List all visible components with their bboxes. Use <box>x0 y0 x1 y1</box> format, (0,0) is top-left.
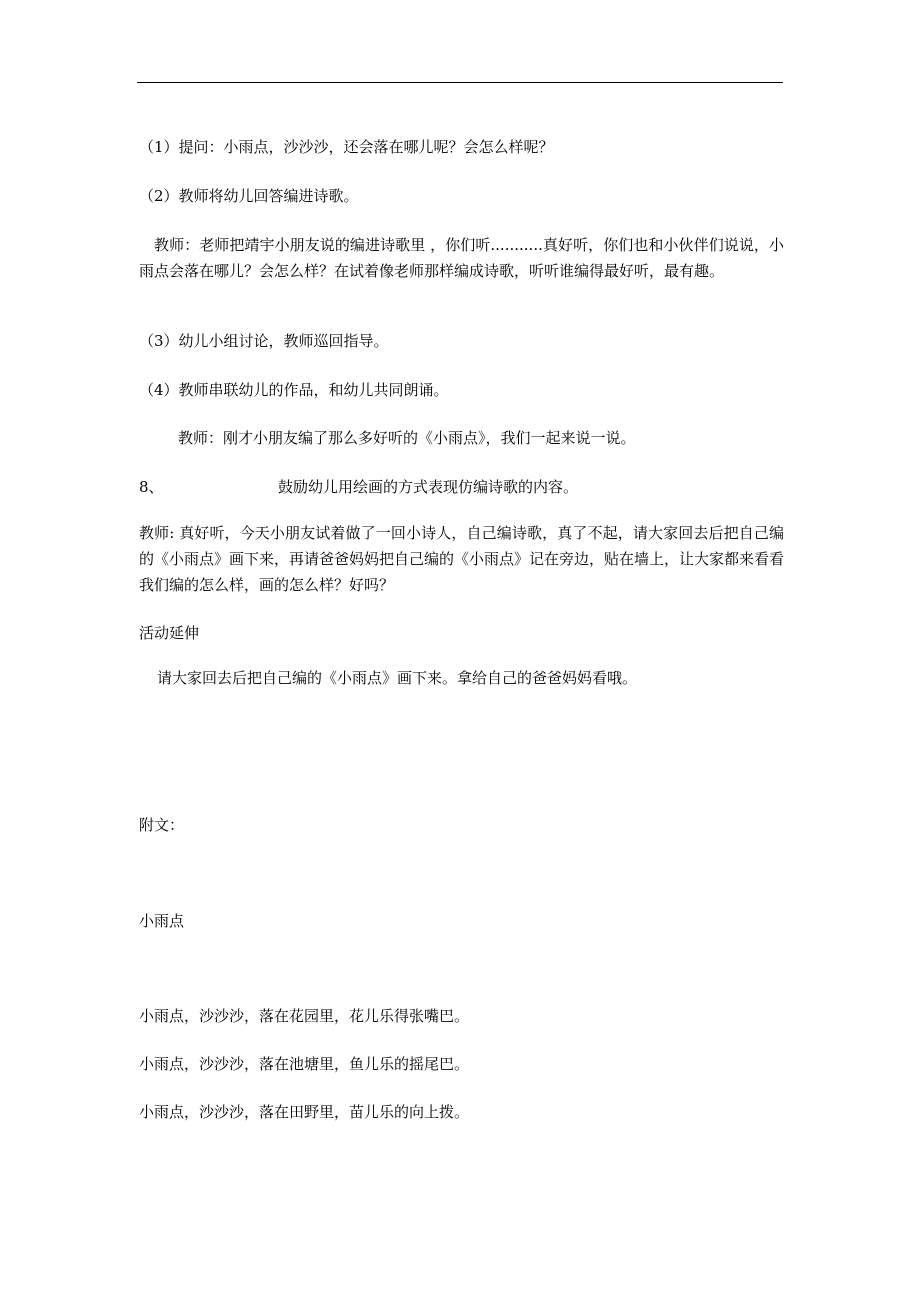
step-item: （4）教师串联幼儿的作品，和幼儿共同朗诵。 <box>139 381 449 399</box>
closing-paragraph: 教师: 真好听，今天小朋友试着做了一回小诗人，自己编诗歌，真了不起，请大家回去后把自己编的《小雨点》画下来，再请爸爸妈妈把自己编的《小雨点》记在旁边，贴在墙上，让大家都来看看我们编的怎么样，画的怎么样？好吗？ <box>139 524 785 594</box>
step-8-text: 鼓励幼儿用绘画的方式表现仿编诗歌的内容。 <box>278 478 579 496</box>
step-item: （2）教师将幼儿回答编进诗歌。 <box>139 187 359 205</box>
appendix-label: 附文： <box>139 816 185 834</box>
question-item: （1）提问：小雨点，沙沙沙，还会落在哪儿呢？会怎么样呢？ <box>139 138 554 156</box>
poem-line: 小雨点，沙沙沙，落在花园里，花儿乐得张嘴巴。 <box>139 1007 470 1025</box>
step-item: （3）幼儿小组讨论，教师巡回指导。 <box>139 332 389 350</box>
extension-text: 请大家回去后把自己编的《小雨点》画下来。拿给自己的爸爸妈妈看哦。 <box>157 669 638 687</box>
poem-line: 小雨点，沙沙沙，落在池塘里，鱼儿乐的摇尾巴。 <box>139 1055 470 1073</box>
header-rule <box>137 82 783 83</box>
extension-heading: 活动延伸 <box>139 624 200 642</box>
poem-title: 小雨点 <box>139 912 185 930</box>
step-8-number: 8、 <box>139 478 164 496</box>
teacher-line: 教师：刚才小朋友编了那么多好听的《小雨点》，我们一起来说一说。 <box>178 429 636 447</box>
poem-line: 小雨点，沙沙沙，落在田野里，苗儿乐的向上拨。 <box>139 1103 470 1121</box>
teacher-paragraph: 教师：老师把靖宇小朋友说的编进诗歌里 ，你们听...........真好听，你们也和小伙伴们说说，小雨点会落在哪儿？会怎么样？在试着像老师那样编成诗歌，听听谁编得最好听，最有趣。 <box>139 236 784 280</box>
